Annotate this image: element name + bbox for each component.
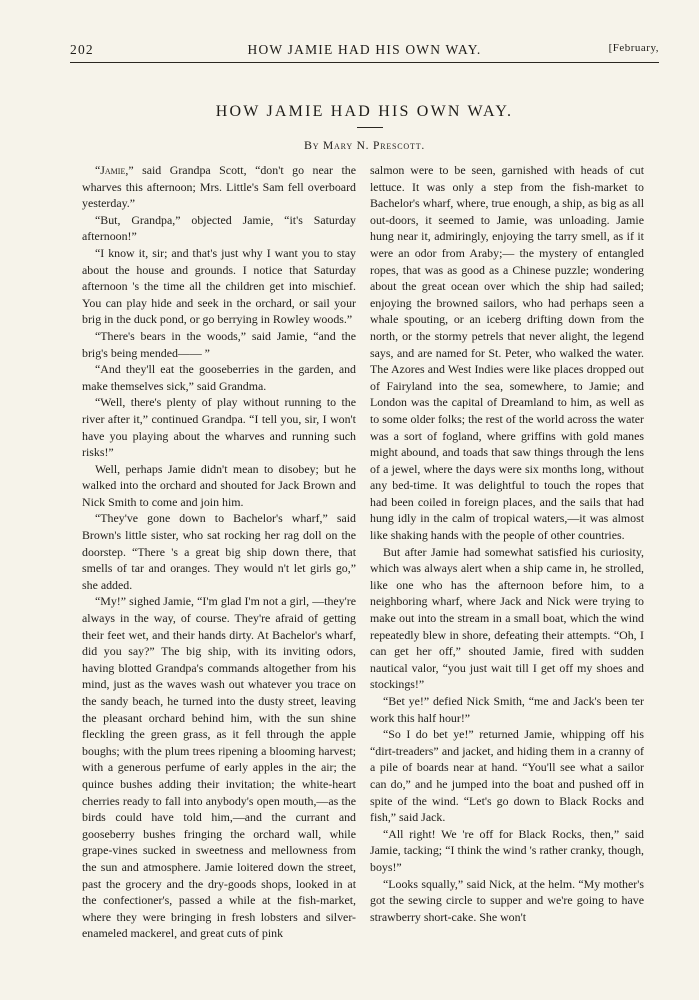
article-title: HOW JAMIE HAD HIS OWN WAY. xyxy=(215,103,514,120)
right-column xyxy=(370,162,644,925)
paragraph: “Jamie,” said Grandpa Scott, “don't go near the wharves this afternoon; Mrs. Little's Sam fell overboard yesterday.” xyxy=(82,163,356,211)
paragraph: “And they'll eat the gooseberries in the garden, and make themselves sick,” said Grandma. xyxy=(82,362,356,393)
month-label: [February, xyxy=(608,42,659,54)
paragraph: “But, Grandpa,” objected Jamie, “it's Saturday afternoon!” xyxy=(82,212,356,244)
paragraph: “I know it, sir; and that's just why I want you to stay about the house and grounds. I notice that Saturday afternoon 's the time all the children get into mischief. You can play hide and seek in the orchard, or sail your brig in the duck pond, or go berrying in Rowley woods.” xyxy=(82,245,356,327)
paragraph: “There's bears in the woods,” said Jamie, “and the brig's being mended—— ” xyxy=(82,328,356,360)
header-rule xyxy=(70,62,659,63)
paragraph: Well, perhaps Jamie didn't mean to disobey; but he walked into the orchard and shouted for Jack Brown and Nick Smith to come and join him. xyxy=(82,461,356,509)
paragraph: “Looks squally,” said Nick, at the helm. “My mother's got the sewing circle to supper and we're going to have strawberry short-cake. She won't xyxy=(370,876,644,924)
paragraph: “So I do bet ye!” returned Jamie, whipping off his “dirt-treaders” and jacket, and hiding them in a cranny of a pile of boards near at hand. “You'll see what a sailor can do,” and he jumped into the boat and pushed off in spite of the wind. “Let's go down to Black Rocks and fish,” said Jack. xyxy=(370,727,644,825)
title-rule xyxy=(357,127,383,128)
running-title: HOW JAMIE HAD HIS OWN WAY. xyxy=(247,42,482,57)
author-name: Mary N. Prescott. xyxy=(323,140,426,152)
paragraph: “All right! We 're off for Black Rocks, then,” said Jamie, tacking; “I think the wind 's rather cranky, though, boys!” xyxy=(370,826,644,874)
paragraph: “Bet ye!” defied Nick Smith, “me and Jack's been ter work this half hour!” xyxy=(370,694,644,725)
byline-prefix: By xyxy=(303,138,320,152)
paragraph: salmon were to be seen, garnished with heads of cut lettuce. It was only a step from the fish-market to Bachelor's wharf, where, true enough, a ship, as big as all out-doors, it seemed to Jamie, was unloading. Jamie hung near it, admiringly, enjoying the tarry smell, as if it were an odor from Araby;— the mystery of entangled ropes, that was as good as a Chinese puzzle; wondering about the great ocean over which the ship had sailed; enjoying the browned sailors, who had perhaps seen a whale spouting, or an iceberg drifting down from the north, or the stormy petrels that never alight, the legend says, and are named for St. Peter, who walked the water. The Azores and West Indies were like places dropped out of Fairyland into the sea, somewhere, to Jamie; and London was the capital of Dreamland to him, as well as to some older folks; the rest of the world across the water was a sort of fogland, where griffins with gold manes might abound, and toads that saw things through the lens of a jewel, where the days were six months long, without any bed-time. It was delightful to touch the ropes that had been coiled in foreign places, and the sails that had hung idly in the calm of tropical waters,—it was almost like shaking hands with the people of other countries. xyxy=(370,163,644,543)
opening-word: “Jamie,” xyxy=(95,163,134,177)
paragraph: “Well, there's plenty of play without running to the river after it,” continued Grandpa. “I tell you, sir, I won't have you playing about the wharves and running such risks!” xyxy=(82,395,356,460)
byline xyxy=(70,138,659,153)
paragraph: “They've gone down to Bachelor's wharf,” said Brown's little sister, who sat rocking her rag doll on the doorstep. “There 's a great big ship down there, that smells of tar and oranges. They would n't let girls go,” she added. xyxy=(82,511,356,592)
paragraph: But after Jamie had somewhat satisfied his curiosity, which was always alert when a ship came in, he strolled, like one who has the afternoon before him, to a neighboring wharf, where Jack and Nick were trying to make out into the stream in a small boat, which the wind repeatedly blew in shore, defeating their attempts. “Oh, I can get her off,” shouted Jamie, fired with sudden nautical valor, “you just wait till I get off my shoes and stockings!” xyxy=(370,544,644,692)
left-column xyxy=(82,162,356,942)
page-number: 202 xyxy=(70,42,94,57)
paragraph: “My!” sighed Jamie, “I'm glad I'm not a girl, —they're always in the way, of course. They're afraid of getting their feet wet, and their hands dirty. At Bachelor's wharf, did you say?” The big ship, with its inviting odors, having blotted Grandpa's commands altogether from his mind, just as the waves wash out whatever you trace on the sandy beach, he turned into the dusty street, leaving the pleasant orchard behind him, with the sun shine fleckling the green grass, as it fell through the apple boughs; with the plum trees ripening a blooming harvest; with a generous perfume of early apples in the air; the quince bushes adding their invitation; the white-heart cherries ready to fall into anybody's open mouth,—as the birds could have told him,—and the currant and gooseberry bushes fringing the orchard wall, while grape-vines sucked in sweetness and mellowness from the sun and atmosphere. Jamie loitered down the street, past the grocery and the dry-goods shops, looked in at the confectioner's, passed a while at the fish-market, where they were bringing in fresh lobsters and silver-enameled mackerel, and great cuts of pink xyxy=(82,594,356,941)
